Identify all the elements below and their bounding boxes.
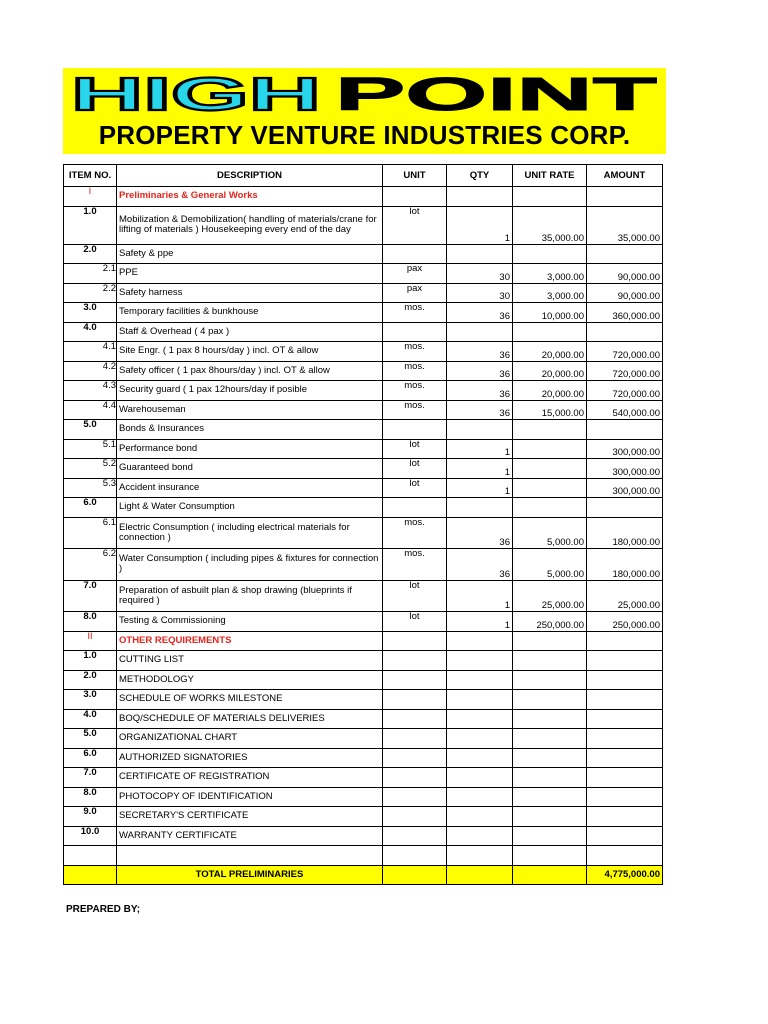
cell-unit (383, 187, 447, 207)
table-row (64, 651, 663, 671)
cell-unit-rate: 25,000.00 (513, 580, 587, 612)
cell-unit: mos. (383, 517, 447, 549)
cell-item-no: 4.0 (64, 322, 117, 342)
cell-unit-rate: 3,000.00 (513, 283, 587, 303)
cell-unit-rate: 5,000.00 (513, 517, 587, 549)
cell-unit: lot (383, 580, 447, 612)
cell-amount (587, 846, 663, 866)
cell-unit: pax (383, 264, 447, 284)
cell-unit-rate (513, 459, 587, 479)
header-unit: UNIT (383, 165, 447, 187)
cell-unit (383, 826, 447, 846)
cell-unit-rate: 5,000.00 (513, 549, 587, 581)
cell-qty (447, 807, 513, 827)
cell-description: Safety harness (117, 283, 383, 303)
cell-item-no: 2.0 (64, 244, 117, 264)
table-row (64, 187, 663, 207)
cell-qty: 30 (447, 283, 513, 303)
cell-item-no: 9.0 (64, 807, 117, 827)
table-row (64, 459, 663, 479)
cell-unit-rate: 250,000.00 (513, 612, 587, 632)
cell-description: Staff & Overhead ( 4 pax ) (117, 322, 383, 342)
cell-description: Security guard ( 1 pax 12hours/day if posible (117, 381, 383, 401)
cell-item-no: 5.3 (64, 478, 117, 498)
cell-item-no: 6.2 (64, 549, 117, 581)
header-description: DESCRIPTION (117, 165, 383, 187)
cell-description: Temporary facilities & bunkhouse (117, 303, 383, 323)
cell-item-no: 4.4 (64, 400, 117, 420)
table-row (64, 342, 663, 362)
cell-unit-rate (513, 670, 587, 690)
cell-unit-rate (513, 748, 587, 768)
cell-qty (447, 787, 513, 807)
cell-unit (383, 690, 447, 710)
cell-qty: 1 (447, 612, 513, 632)
cell-description: Safety & ppe (117, 244, 383, 264)
header-qty: QTY (447, 165, 513, 187)
highpoint-logo (63, 72, 666, 116)
table-row (64, 729, 663, 749)
cell-unit (383, 768, 447, 788)
cell-unit: pax (383, 283, 447, 303)
table-row (64, 400, 663, 420)
cell-qty: 36 (447, 517, 513, 549)
cell-amount (587, 651, 663, 671)
cell-unit-rate (513, 439, 587, 459)
cell-amount: 540,000.00 (587, 400, 663, 420)
cell-item-no: 8.0 (64, 612, 117, 632)
cell-amount (587, 807, 663, 827)
cell-amount (587, 244, 663, 264)
cell-description: Guaranteed bond (117, 459, 383, 479)
cell-unit-rate (513, 729, 587, 749)
cell-qty (447, 498, 513, 518)
cell-unit-rate (513, 651, 587, 671)
cell-item-no: 7.0 (64, 768, 117, 788)
cell-qty (447, 187, 513, 207)
cell-description: Water Consumption ( including pipes & fixtures for connection ) (117, 549, 383, 581)
cell-unit-rate (513, 631, 587, 651)
cell-amount (587, 748, 663, 768)
cell-description: PPE (117, 264, 383, 284)
cell-description: Preparation of asbuilt plan & shop drawing (blueprints if required ) (117, 580, 383, 612)
total-rate-cell (513, 865, 587, 884)
cell-amount: 720,000.00 (587, 361, 663, 381)
cell-description: AUTHORIZED SIGNATORIES (117, 748, 383, 768)
table-row (64, 690, 663, 710)
cell-item-no: 6.0 (64, 748, 117, 768)
cell-item-no (64, 846, 117, 866)
cell-amount: 90,000.00 (587, 264, 663, 284)
cell-unit (383, 846, 447, 866)
table-row (64, 381, 663, 401)
cell-description: OTHER REQUIREMENTS (117, 631, 383, 651)
cell-item-no: 7.0 (64, 580, 117, 612)
header-item-no: ITEM NO. (64, 165, 117, 187)
cell-qty (447, 729, 513, 749)
cell-amount: 180,000.00 (587, 549, 663, 581)
cell-unit-rate (513, 709, 587, 729)
cell-qty (447, 709, 513, 729)
cell-description: SCHEDULE OF WORKS MILESTONE (117, 690, 383, 710)
table-row (64, 206, 663, 244)
cell-description: CERTIFICATE OF REGISTRATION (117, 768, 383, 788)
cell-unit (383, 244, 447, 264)
cell-item-no: 3.0 (64, 303, 117, 323)
cell-amount (587, 498, 663, 518)
cell-description: Bonds & Insurances (117, 420, 383, 440)
table-row (64, 768, 663, 788)
cell-unit-rate (513, 846, 587, 866)
cell-unit: mos. (383, 381, 447, 401)
cell-description: Warehouseman (117, 400, 383, 420)
cell-unit-rate: 20,000.00 (513, 342, 587, 362)
cell-qty (447, 846, 513, 866)
cell-unit-rate (513, 690, 587, 710)
cell-unit (383, 420, 447, 440)
cell-unit-rate: 35,000.00 (513, 206, 587, 244)
table-row (64, 322, 663, 342)
cell-description: Testing & Commissioning (117, 612, 383, 632)
cell-item-no: I (64, 187, 117, 207)
cell-description: PHOTOCOPY OF IDENTIFICATION (117, 787, 383, 807)
cell-unit-rate (513, 322, 587, 342)
cell-amount (587, 826, 663, 846)
cell-item-no: 8.0 (64, 787, 117, 807)
cell-amount (587, 670, 663, 690)
cell-unit (383, 631, 447, 651)
header-banner (63, 68, 666, 154)
cell-qty: 36 (447, 303, 513, 323)
cell-unit-rate (513, 244, 587, 264)
cell-unit: mos. (383, 342, 447, 362)
total-amount: 4,775,000.00 (587, 865, 663, 884)
cell-item-no: 5.0 (64, 420, 117, 440)
cell-unit: lot (383, 459, 447, 479)
header-amount: AMOUNT (587, 165, 663, 187)
cell-unit: lot (383, 439, 447, 459)
cell-amount: 300,000.00 (587, 459, 663, 479)
cell-qty: 1 (447, 478, 513, 498)
cell-unit-rate: 15,000.00 (513, 400, 587, 420)
cell-unit-rate (513, 478, 587, 498)
cell-unit-rate: 20,000.00 (513, 361, 587, 381)
table-row (64, 420, 663, 440)
cell-unit-rate (513, 787, 587, 807)
table-row (64, 748, 663, 768)
cell-unit: lot (383, 206, 447, 244)
cell-unit: mos. (383, 400, 447, 420)
cell-item-no: 1.0 (64, 206, 117, 244)
cell-unit-rate (513, 420, 587, 440)
cell-item-no: 10.0 (64, 826, 117, 846)
cell-description: Accident insurance (117, 478, 383, 498)
cell-amount: 180,000.00 (587, 517, 663, 549)
cell-item-no: 4.3 (64, 381, 117, 401)
cell-amount (587, 768, 663, 788)
cell-description: SECRETARY'S CERTIFICATE (117, 807, 383, 827)
cell-unit-rate (513, 768, 587, 788)
cell-qty: 30 (447, 264, 513, 284)
cell-amount (587, 631, 663, 651)
cell-amount: 300,000.00 (587, 478, 663, 498)
cell-description: WARRANTY CERTIFICATE (117, 826, 383, 846)
cell-amount (587, 187, 663, 207)
cell-qty (447, 670, 513, 690)
cell-qty: 1 (447, 459, 513, 479)
cell-qty: 36 (447, 361, 513, 381)
table-row (64, 244, 663, 264)
table-row (64, 670, 663, 690)
prepared-by-label: PREPARED BY; (66, 904, 141, 915)
table-row (64, 807, 663, 827)
table-row (64, 517, 663, 549)
logo-text-point: POINT (335, 72, 657, 116)
cell-unit (383, 322, 447, 342)
cell-item-no: 1.0 (64, 651, 117, 671)
cell-amount (587, 322, 663, 342)
cell-description: Light & Water Consumption (117, 498, 383, 518)
table-row (64, 549, 663, 581)
cell-description: BOQ/SCHEDULE OF MATERIALS DELIVERIES (117, 709, 383, 729)
table-row (64, 498, 663, 518)
cell-unit: lot (383, 478, 447, 498)
cell-unit-rate (513, 826, 587, 846)
cell-description: Performance bond (117, 439, 383, 459)
cell-item-no: 4.0 (64, 709, 117, 729)
table-row (64, 303, 663, 323)
cell-amount (587, 690, 663, 710)
cell-item-no: 2.1 (64, 264, 117, 284)
cell-amount: 720,000.00 (587, 381, 663, 401)
cell-item-no: 4.1 (64, 342, 117, 362)
cell-description: Safety officer ( 1 pax 8hours/day ) incl. OT & allow (117, 361, 383, 381)
company-name: PROPERTY VENTURE INDUSTRIES CORP. (98, 120, 631, 150)
cell-unit (383, 709, 447, 729)
cell-description: ORGANIZATIONAL CHART (117, 729, 383, 749)
boq-table (63, 164, 663, 885)
cell-item-no: II (64, 631, 117, 651)
cell-amount (587, 787, 663, 807)
table-header-row (64, 165, 663, 187)
cell-item-no: 4.2 (64, 361, 117, 381)
table-row (64, 826, 663, 846)
cell-unit (383, 670, 447, 690)
cell-qty: 1 (447, 439, 513, 459)
cell-amount (587, 709, 663, 729)
cell-qty: 1 (447, 206, 513, 244)
cell-unit (383, 807, 447, 827)
logo-text-high: HIGH (71, 72, 321, 116)
table-row (64, 361, 663, 381)
cell-unit-rate: 20,000.00 (513, 381, 587, 401)
cell-item-no: 5.0 (64, 729, 117, 749)
cell-qty: 36 (447, 400, 513, 420)
table-row (64, 709, 663, 729)
cell-description: Site Engr. ( 1 pax 8 hours/day ) incl. OT & allow (117, 342, 383, 362)
cell-item-no: 5.1 (64, 439, 117, 459)
table-row (64, 612, 663, 632)
cell-qty (447, 826, 513, 846)
cell-qty (447, 322, 513, 342)
cell-qty (447, 690, 513, 710)
cell-qty (447, 244, 513, 264)
table-row (64, 787, 663, 807)
cell-unit (383, 748, 447, 768)
cell-unit-rate: 10,000.00 (513, 303, 587, 323)
cell-item-no: 6.0 (64, 498, 117, 518)
cell-amount: 300,000.00 (587, 439, 663, 459)
cell-qty: 36 (447, 342, 513, 362)
cell-item-no: 3.0 (64, 690, 117, 710)
cell-description: Electric Consumption ( including electrical materials for connection ) (117, 517, 383, 549)
cell-item-no: 6.1 (64, 517, 117, 549)
cell-qty: 1 (447, 580, 513, 612)
total-unit-cell (383, 865, 447, 884)
cell-unit (383, 787, 447, 807)
cell-unit (383, 498, 447, 518)
cell-unit (383, 729, 447, 749)
cell-amount: 720,000.00 (587, 342, 663, 362)
cell-unit-rate (513, 187, 587, 207)
cell-unit: lot (383, 612, 447, 632)
cell-amount: 35,000.00 (587, 206, 663, 244)
table-row (64, 478, 663, 498)
table-row (64, 283, 663, 303)
table-row (64, 439, 663, 459)
cell-qty (447, 420, 513, 440)
cell-unit: mos. (383, 361, 447, 381)
total-qty-cell (447, 865, 513, 884)
cell-description: Preliminaries & General Works (117, 187, 383, 207)
cell-qty (447, 748, 513, 768)
table-row (64, 580, 663, 612)
cell-item-no: 2.2 (64, 283, 117, 303)
cell-amount: 25,000.00 (587, 580, 663, 612)
cell-unit (383, 651, 447, 671)
cell-qty (447, 651, 513, 671)
cell-qty: 36 (447, 381, 513, 401)
total-row (64, 865, 663, 884)
cell-qty: 36 (447, 549, 513, 581)
cell-description: CUTTING LIST (117, 651, 383, 671)
cell-unit: mos. (383, 303, 447, 323)
cell-amount (587, 420, 663, 440)
cell-amount: 90,000.00 (587, 283, 663, 303)
total-item-cell (64, 865, 117, 884)
cell-description: METHODOLOGY (117, 670, 383, 690)
cell-unit-rate (513, 498, 587, 518)
cell-unit-rate: 3,000.00 (513, 264, 587, 284)
table-row (64, 631, 663, 651)
cell-description: Mobilization & Demobilization( handling of materials/crane for lifting of materials ) Housekeeping every end of the day (117, 206, 383, 244)
table-row (64, 846, 663, 866)
cell-item-no: 2.0 (64, 670, 117, 690)
cell-qty (447, 631, 513, 651)
cell-description (117, 846, 383, 866)
cell-qty (447, 768, 513, 788)
header-unit-rate: UNIT RATE (513, 165, 587, 187)
cell-amount: 250,000.00 (587, 612, 663, 632)
total-label: TOTAL PRELIMINARIES (117, 865, 383, 884)
cell-unit-rate (513, 807, 587, 827)
cell-amount (587, 729, 663, 749)
cell-amount: 360,000.00 (587, 303, 663, 323)
cell-item-no: 5.2 (64, 459, 117, 479)
cell-unit: mos. (383, 549, 447, 581)
table-row (64, 264, 663, 284)
